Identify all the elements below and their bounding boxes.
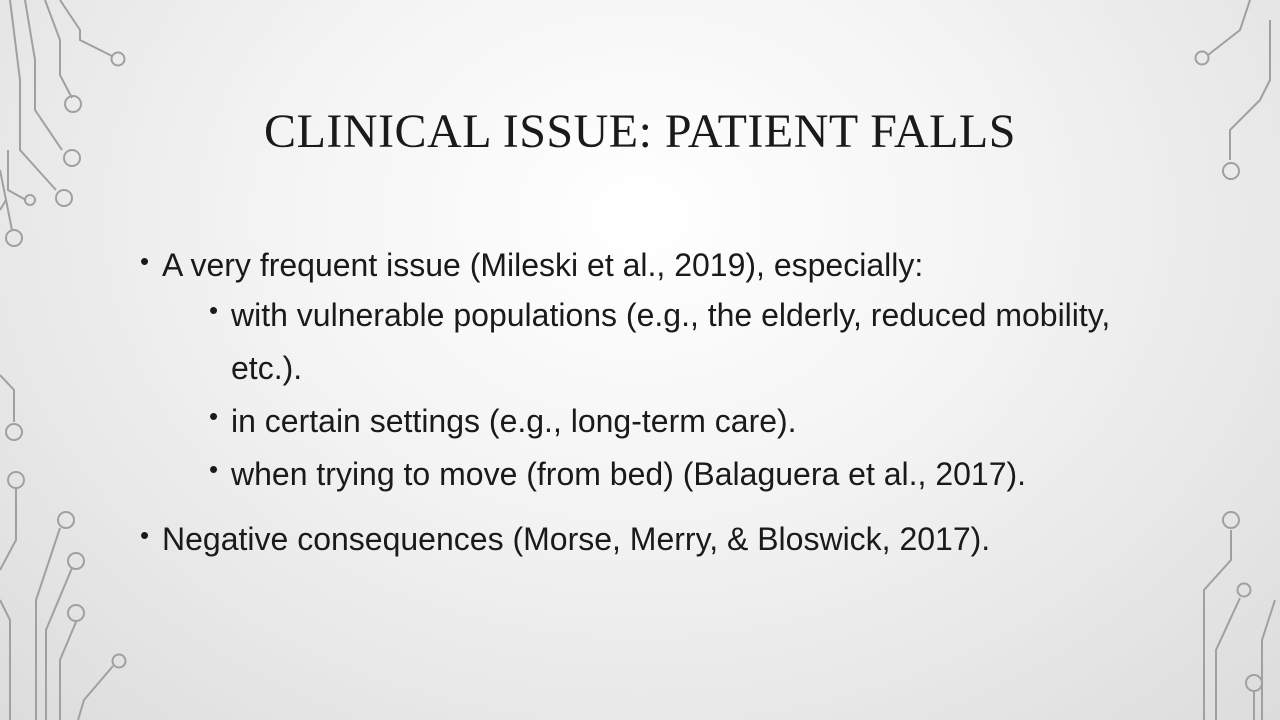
sub-bullet-item xyxy=(162,289,1180,395)
sub-bullet-text: with vulnerable populations (e.g., the elderly, reduced mobility, etc.). xyxy=(231,297,1111,386)
sub-bullet-item xyxy=(162,448,1180,501)
sub-bullet-item xyxy=(162,395,1180,448)
sub-bullet-list xyxy=(162,289,1180,500)
bullet-dot-icon: • xyxy=(209,400,219,431)
bullet-dot-icon: • xyxy=(209,453,219,484)
sub-bullet-text: in certain settings (e.g., long-term care). xyxy=(231,402,797,439)
bullet-item xyxy=(140,518,1180,561)
bullet-list xyxy=(140,244,1180,580)
bullet-text: A very frequent issue (Mileski et al., 2019), especially: xyxy=(162,247,924,283)
bullet-text: Negative consequences (Morse, Merry, & Bloswick, 2017). xyxy=(162,521,991,558)
bullet-dot-icon: • xyxy=(209,295,219,326)
slide-title: CLINICAL ISSUE: PATIENT FALLS xyxy=(264,105,1016,158)
sub-bullet-text: when trying to move (from bed) (Balaguera et al., 2017). xyxy=(231,455,1027,492)
bullet-item xyxy=(140,244,1180,500)
